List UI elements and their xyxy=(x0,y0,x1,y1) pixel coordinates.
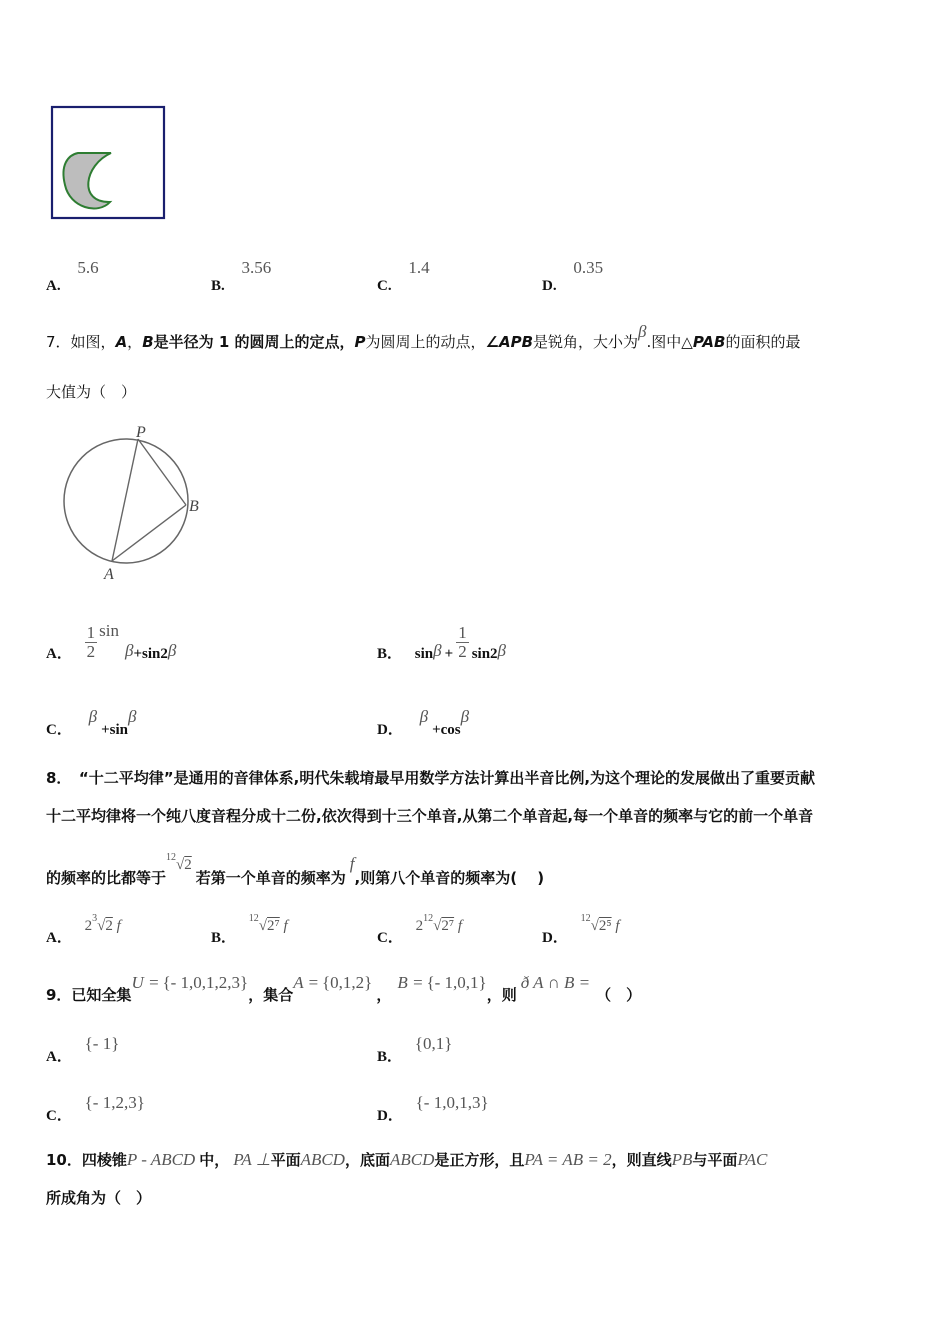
q8-stem-line3: 的频率的比都等于$^{12}$√2若第一个单音的频率为f,则第八个单音的频率为( ) xyxy=(46,852,545,887)
circle-triangle-figure xyxy=(50,415,220,590)
label-a: A xyxy=(104,566,114,583)
q7-option-c[interactable]: C． β+sinβ xyxy=(46,707,137,738)
q8-stem-line2: 十二平均律将一个纯八度音程分成十二份,依次得到十三个单音,从第二个单音起,每一个单音的频率与它的前一个单音 xyxy=(46,807,814,825)
crescent-figure xyxy=(50,105,168,221)
q8-option-c[interactable]: C． $2^{12}√2^7$ f xyxy=(377,913,463,946)
q8-option-d[interactable]: D． $^{12}$√2⁵ f xyxy=(542,913,620,946)
q7-option-d[interactable]: D． β+cosβ xyxy=(377,707,470,738)
q6-option-d[interactable]: D. 0.35 xyxy=(542,258,604,294)
q8-option-b[interactable]: B． $^{12}$√2⁷ f xyxy=(211,913,288,946)
q7-option-b[interactable]: B． sinβ + $\frac{1}{2}$ sin2β xyxy=(377,623,507,663)
q10-stem-line2: 所成角为（ ） xyxy=(46,1189,152,1207)
q6-option-a[interactable]: A. 5.6 xyxy=(46,258,99,294)
q8-option-a[interactable]: A． $2^3√2$ f xyxy=(46,913,121,946)
q7-stem-line1: 7．如图，A，B是半径为 1 的圆周上的定点，P为圆周上的动点，∠APB是锐角，大小为β.图中△PAB的面积的最 xyxy=(46,322,801,351)
q9-stem: 9．已知全集U = {- 1,0,1,2,3}，集合A = {0,1,2}，B = {- 1,0,1}，则ð A ∩ B =（ ） xyxy=(46,973,642,1004)
q8-stem-line1: 8． “十二平均律”是通用的音律体系,明代朱载堉最早用数学方法计算出半音比例,为这个理论的发展做出了重要贡献 xyxy=(46,769,816,787)
q9-option-d[interactable]: D． {- 1,0,1,3} xyxy=(377,1093,489,1124)
q6-option-b[interactable]: B. 3.56 xyxy=(211,258,272,294)
q6-option-c[interactable]: C. 1.4 xyxy=(377,258,430,294)
label-b: B xyxy=(189,498,199,515)
label-p: P xyxy=(136,424,146,441)
q9-option-b[interactable]: B． {0,1} xyxy=(377,1034,453,1065)
q7-option-a[interactable]: A． $\frac{1}{2}$ sinβ+sin2β xyxy=(46,621,177,663)
q7-stem-line2: 大值为（ ） xyxy=(46,383,137,401)
q9-option-a[interactable]: A． {- 1} xyxy=(46,1034,120,1065)
q9-option-c[interactable]: C． {- 1,2,3} xyxy=(46,1093,145,1124)
q10-stem-line1: 10．四棱锥P - ABCD 中， PA ⊥平面ABCD，底面ABCD是正方形，且PA = AB = 2，则直线PB与平面PAC xyxy=(46,1150,768,1169)
